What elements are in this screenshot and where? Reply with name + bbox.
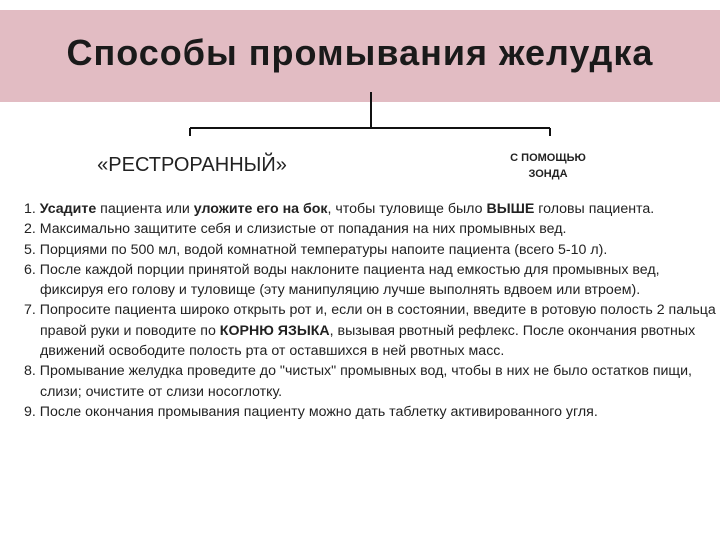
step-number: 7.: [24, 302, 40, 319]
step-number: 8.: [24, 363, 40, 380]
step-number: 5.: [24, 241, 40, 258]
step-emphasis: уложите его на бок: [193, 201, 328, 217]
step-item: [24, 361, 716, 402]
step-text: Максимально защитите себя и слизистые от попадания на них промывных вед.: [39, 221, 567, 238]
step-item: [24, 260, 716, 301]
step-emphasis: КОРНЮ ЯЗЫКА: [219, 322, 330, 339]
method-probe-line1: С ПОМОЩЬЮ: [510, 152, 586, 164]
step-text: Попросите пациента широко открыть рот и, если он в состоянии, введите в ротовую полость 2 пальца правой руки и поводите по: [39, 302, 716, 339]
step-number: 2.: [24, 221, 40, 238]
step-item: [24, 402, 716, 422]
step-text: После каждой порции принятой воды наклоните пациента над емкостью для промывных вед, фиксируя его голову и туловище (эту манипуляцию лучше выполнять вдвоем или втроем).: [39, 261, 660, 299]
step-text: Порциями по 500 мл, водой комнатной температуры напоите пациента (всего 5-10 л).: [39, 241, 608, 258]
step-text: , чтобы туловище было: [327, 201, 487, 217]
step-number: 9.: [24, 403, 40, 420]
step-emphasis: Усадите: [39, 201, 97, 217]
step-emphasis: ВЫШЕ: [486, 201, 535, 217]
step-text: пациента или: [96, 201, 194, 217]
step-item: [24, 199, 716, 219]
step-number: 1.: [24, 201, 40, 217]
step-text: головы пациента.: [534, 201, 655, 217]
step-number: 6.: [24, 261, 40, 278]
step-text: Промывание желудка проведите до "чистых" промывных вод, чтобы в них не было остатков пищи, слизи; очистите от слизи носоглотку.: [39, 363, 692, 400]
slide-title: Способы промывания желудка: [66, 32, 654, 73]
method-restoran-label: «РЕСТРОРАННЫЙ»: [97, 154, 287, 176]
step-text: После окончания промывания пациенту можно дать таблетку активированного угля.: [39, 403, 598, 420]
method-probe-line2: ЗОНДА: [528, 168, 568, 180]
step-text: , вызывая рвотный рефлекс. После окончания рвотных движений освободите полость рта от оставшихся в ней рвотных масс.: [40, 322, 696, 360]
step-item: [24, 240, 716, 260]
step-item: [24, 219, 716, 239]
method-probe-label: [478, 150, 618, 182]
step-item: [24, 300, 716, 361]
steps-list: [24, 199, 716, 422]
